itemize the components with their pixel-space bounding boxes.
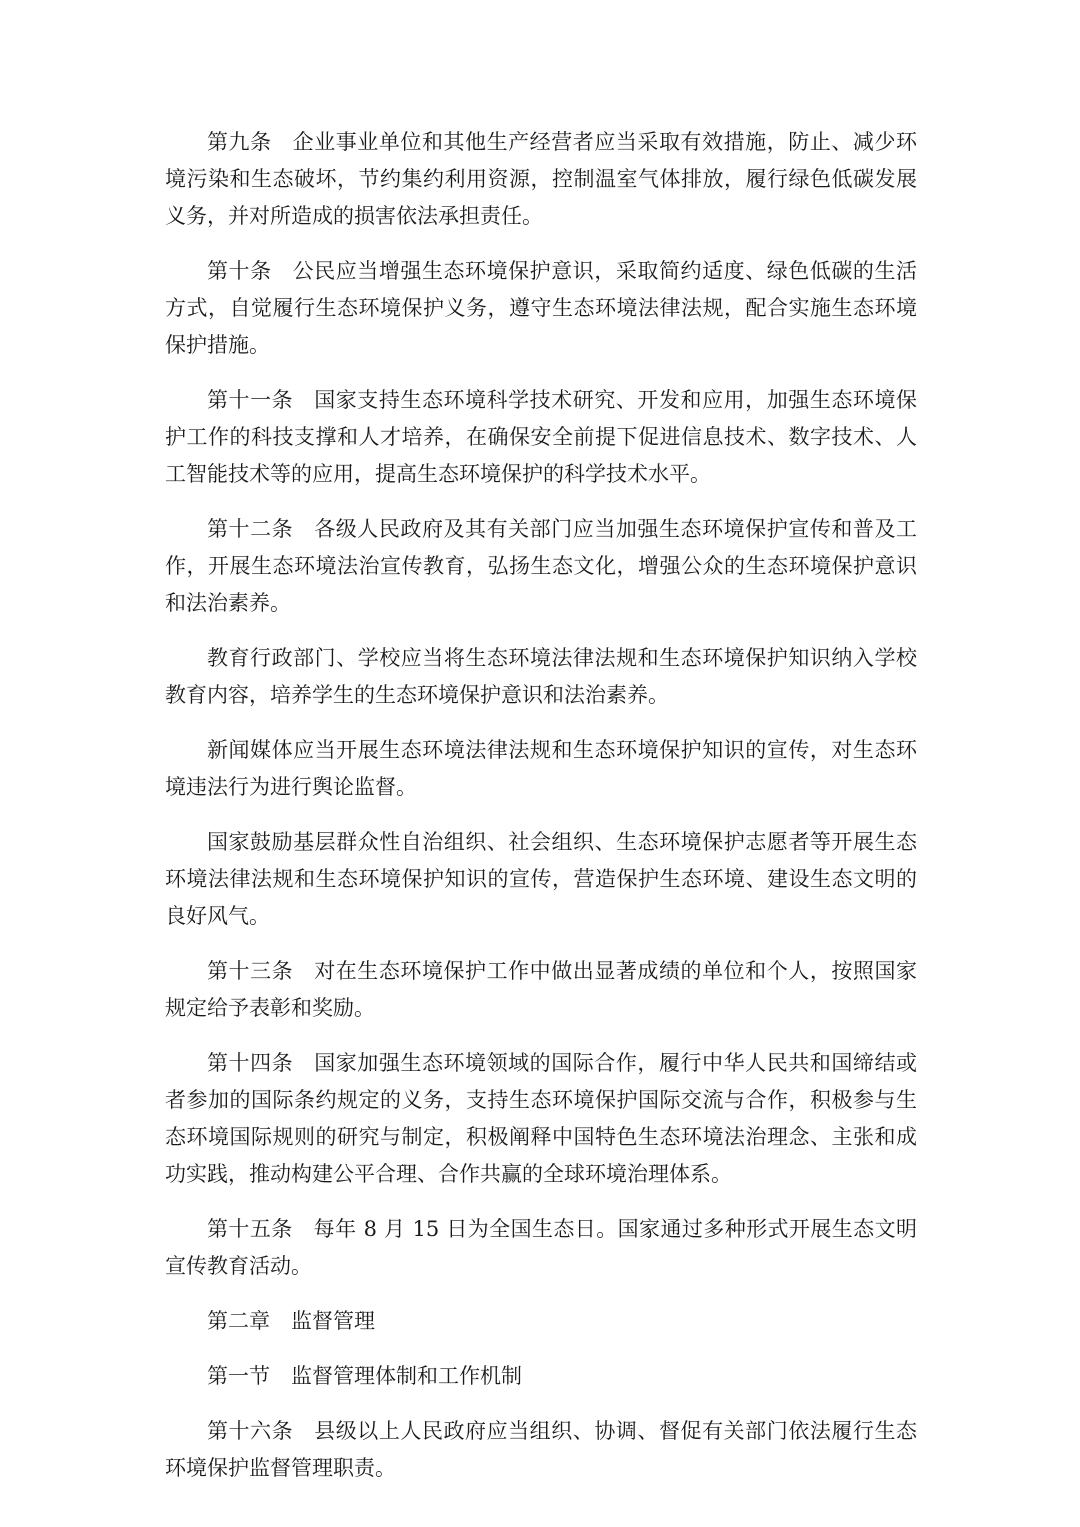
article-12 [165, 511, 917, 622]
article-heading: 第十四条 [207, 1051, 294, 1075]
paragraph-text: 教育行政部门、学校应当将生态环境法律法规和生态环境保护知识纳入学校教育内容，培养学生的生态环境保护意识和法治素养。 [165, 646, 917, 707]
article-text: 对在生态环境保护工作中做出显著成绩的单位和个人，按照国家规定给予表彰和奖励。 [165, 959, 918, 1020]
article-12-paragraph-2 [165, 640, 917, 714]
article-text: 每年 8 月 15 日为全国生态日。国家通过多种形式开展生态文明宣传教育活动。 [165, 1217, 917, 1278]
article-12-paragraph-4 [165, 824, 917, 935]
article-heading: 第十五条 [207, 1217, 293, 1241]
section-heading [165, 1358, 917, 1395]
article-heading: 第九条 [207, 130, 272, 154]
chapter-heading [165, 1303, 917, 1340]
article-10 [165, 253, 917, 364]
article-heading: 第十二条 [207, 517, 294, 541]
article-15 [165, 1211, 917, 1285]
section-title: 监督管理体制和工作机制 [291, 1364, 522, 1388]
document-page [165, 124, 917, 1505]
article-12-paragraph-3 [165, 732, 917, 806]
article-text: 企业事业单位和其他生产经营者应当采取有效措施，防止、减少环境污染和生态破坏，节约集约利用资源，控制温室气体排放，履行绿色低碳发展义务，并对所造成的损害依法承担责任。 [165, 130, 918, 228]
article-text: 各级人民政府及其有关部门应当加强生态环境保护宣传和普及工作，开展生态环境法治宣传教育，弘扬生态文化，增强公众的生态环境保护意识和法治素养。 [165, 517, 918, 615]
article-text: 公民应当增强生态环境保护意识，采取简约适度、绿色低碳的生活方式，自觉履行生态环境保护义务，遵守生态环境法律法规，配合实施生态环境保护措施。 [165, 259, 918, 357]
section-number: 第一节 [207, 1364, 270, 1388]
article-heading: 第十条 [207, 259, 272, 283]
article-13 [165, 953, 917, 1027]
article-heading: 第十三条 [207, 959, 294, 983]
article-heading: 第十一条 [207, 388, 294, 412]
article-11 [165, 382, 917, 493]
article-14 [165, 1045, 917, 1193]
article-text: 县级以上人民政府应当组织、协调、督促有关部门依法履行生态环境保护监督管理职责。 [165, 1419, 918, 1480]
paragraph-text: 国家鼓励基层群众性自治组织、社会组织、生态环境保护志愿者等开展生态环境法律法规和生态环境保护知识的宣传，营造保护生态环境、建设生态文明的良好风气。 [165, 830, 917, 928]
chapter-title: 监督管理 [291, 1309, 375, 1333]
chapter-number: 第二章 [207, 1309, 270, 1333]
article-text: 国家支持生态环境科学技术研究、开发和应用，加强生态环境保护工作的科技支撑和人才培养，在确保安全前提下促进信息技术、数字技术、人工智能技术等的应用，提高生态环境保护的科学技术水平。 [165, 388, 918, 486]
paragraph-text: 新闻媒体应当开展生态环境法律法规和生态环境保护知识的宣传，对生态环境违法行为进行舆论监督。 [165, 738, 917, 799]
article-16 [165, 1413, 917, 1487]
article-heading: 第十六条 [207, 1419, 294, 1443]
article-text: 国家加强生态环境领域的国际合作，履行中华人民共和国缔结或者参加的国际条约规定的义务，支持生态环境保护国际交流与合作，积极参与生态环境国际规则的研究与制定，积极阐释中国特色生态环境法治理念、主张和成功实践，推动构建公平合理、合作共赢的全球环境治理体系。 [165, 1051, 918, 1186]
article-9 [165, 124, 917, 235]
